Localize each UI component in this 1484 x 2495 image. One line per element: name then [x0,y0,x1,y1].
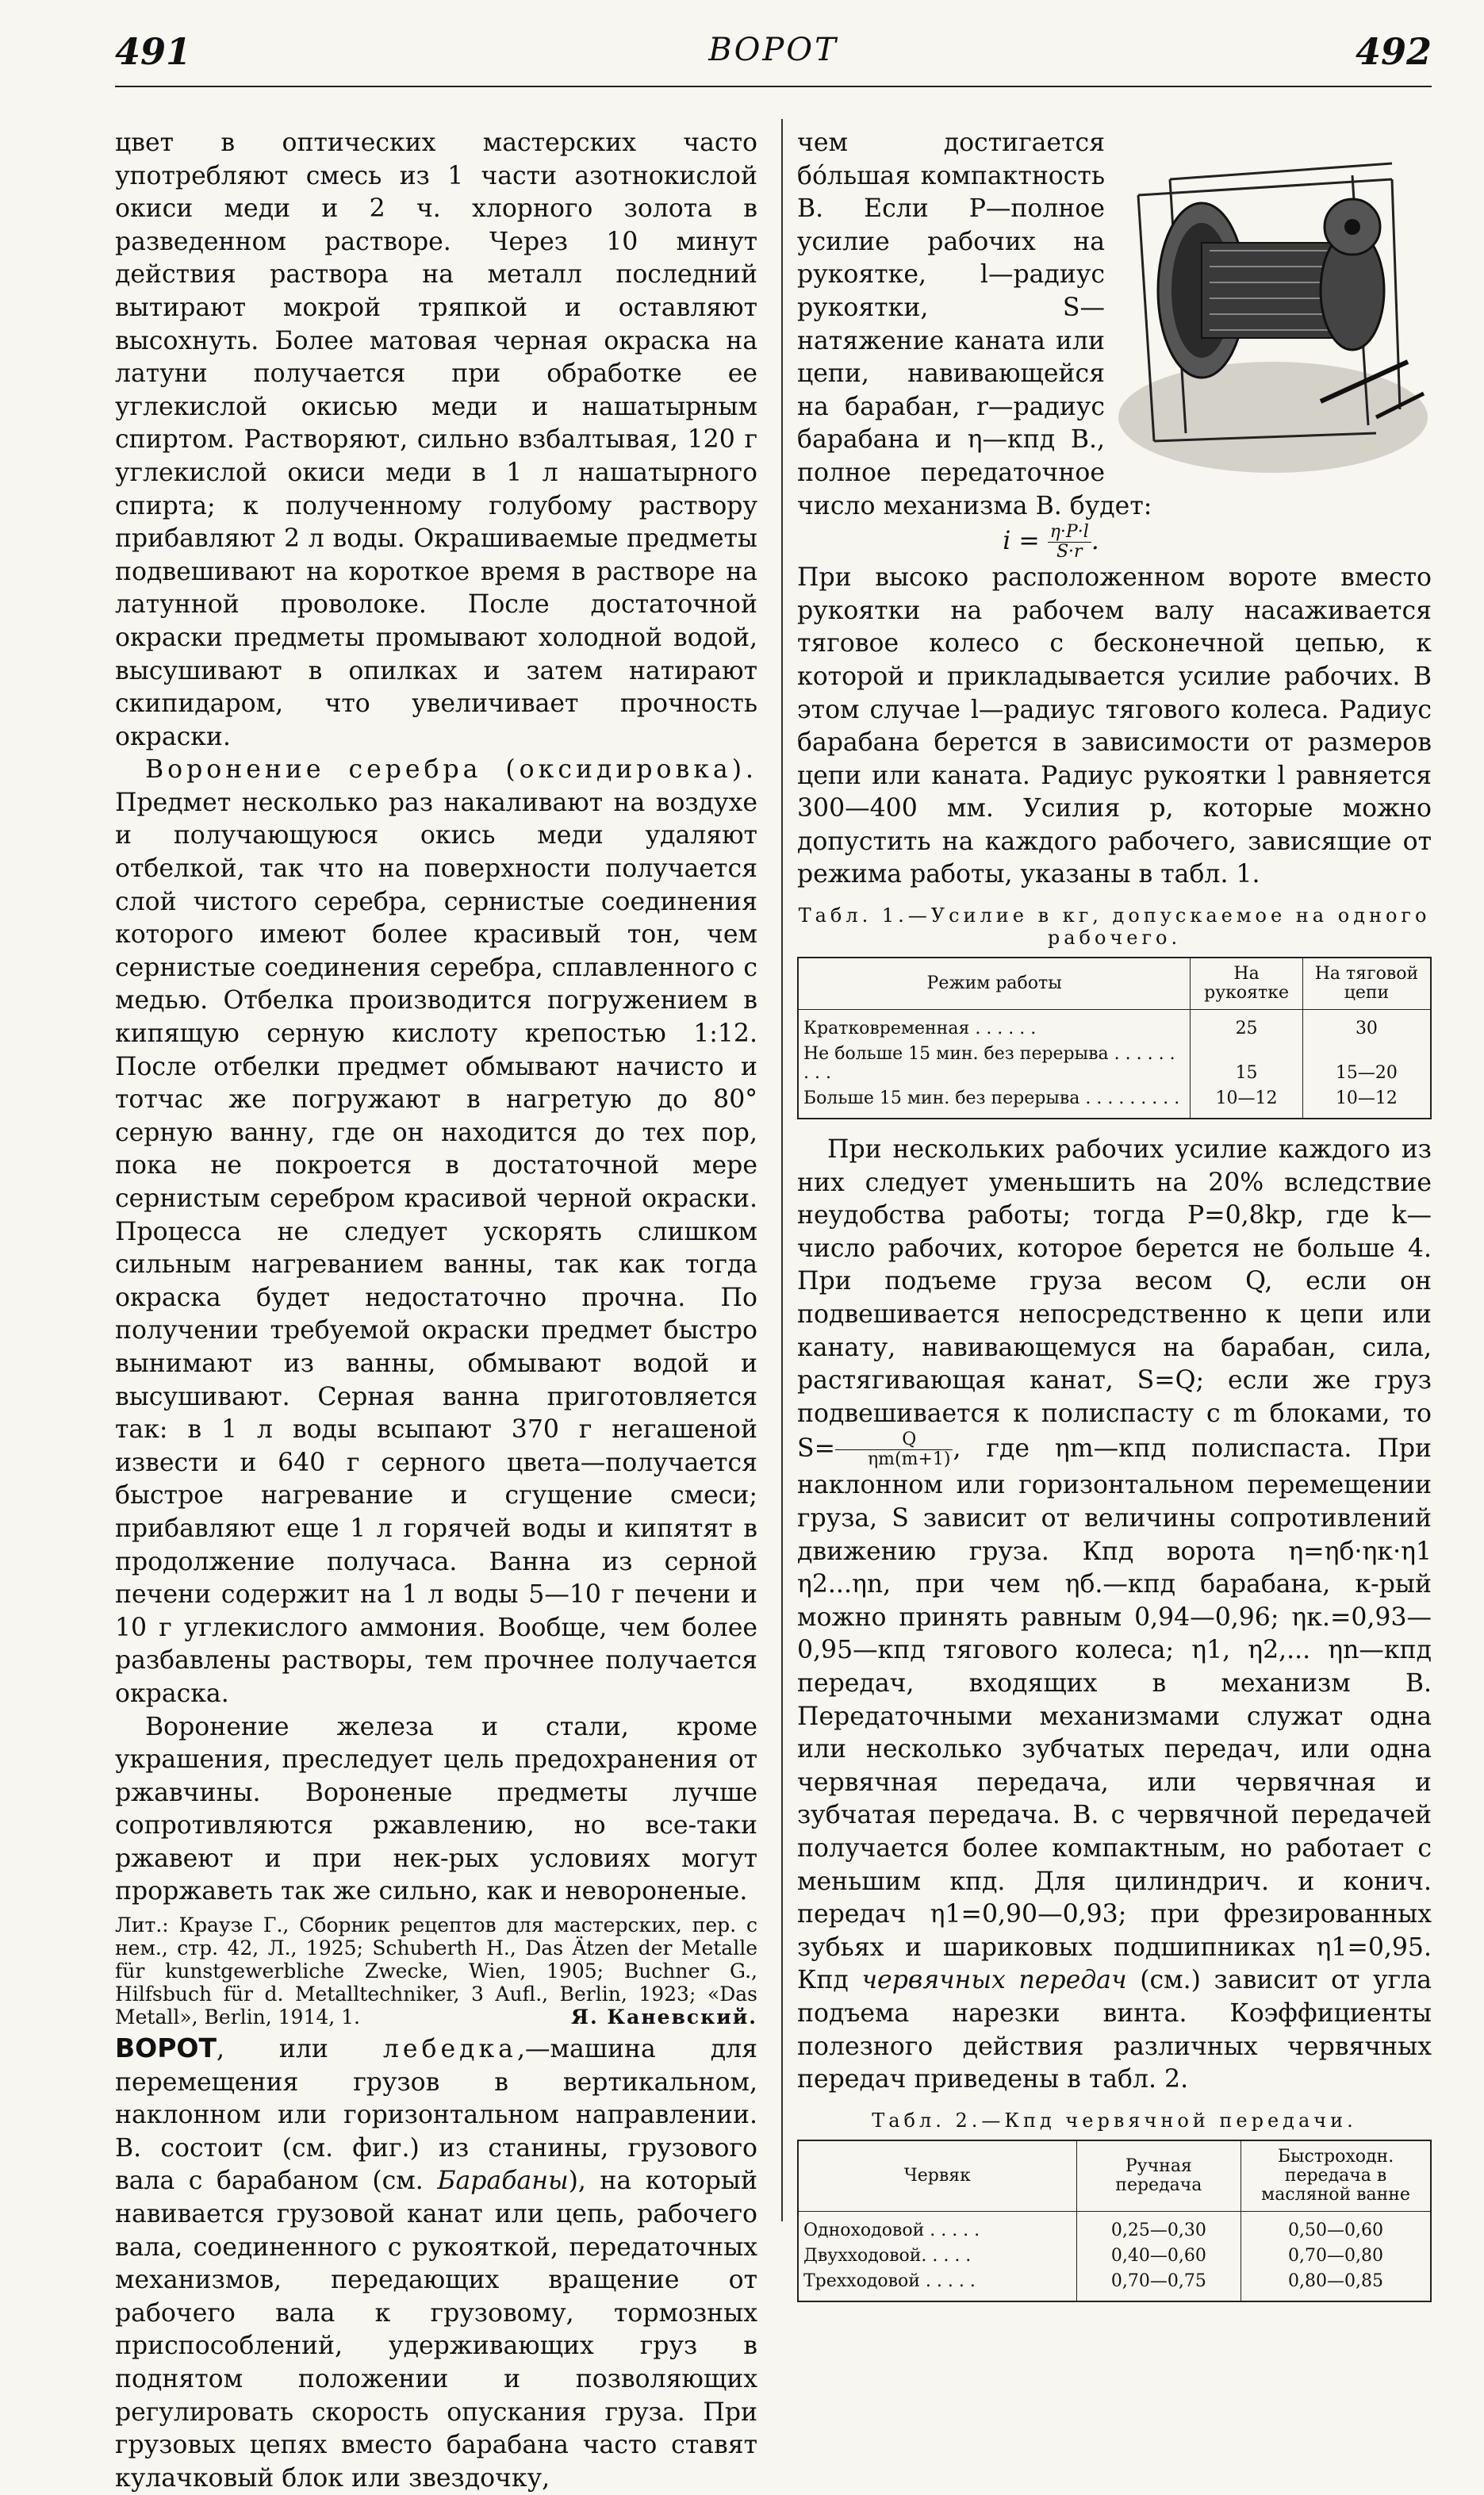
literature-references [115,1913,757,2029]
right-column [797,127,1432,2317]
paragraph-silver-bluing [115,754,757,1710]
heading-silver-bluing: Воронение серебра (оксидировка). [145,755,757,785]
page-header [115,30,1432,87]
page-number-right: 492 [1355,30,1432,73]
left-column [115,127,757,2495]
table2-header: Червяк [798,2140,1076,2212]
winch-illustration [1114,132,1432,477]
table-row: Больше 15 мин. без перерыва . . . . . . . . . 10—12 10—12 [798,1086,1431,1119]
table2-header: Ручная передача [1076,2140,1241,2212]
table-row: Одноходовой . . . . . 0,25—0,30 0,50—0,60 [798,2211,1431,2244]
entry-synonym: лебедка [382,2035,517,2064]
table-row: Двухходовой. . . . . 0,40—0,60 0,70—0,80 [798,2244,1431,2269]
formula-gear-ratio: i = $\frac{\eta\cdot P\cdot l}{S\cdot r}$ . [1003,522,1099,562]
table1-header: На рукоятке [1191,958,1303,1010]
formula-numerator: η·P·l [1048,523,1091,543]
table-row: Трехходовой . . . . . 0,70—0,75 0,80—0,85 [798,2269,1431,2301]
entry-term-vorot: ВОРОТ [115,2032,217,2064]
author-signature: Я. Каневский. [570,2006,757,2029]
paragraph-copper-blackening: цвет в оптических мастерских часто употребляют смесь из 1 части азотнокислой окиси меди и 2 ч. хлорного золота в разведенном растворе. Через 10 минут действия раствора на металл последний вытирают мокрой тряпкой и оставляют высохнуть. Более матовая черная окраска на латуни получается при обработке ее углекислой окисью меди и нашатырным спиртом. Растворяют, сильно взбалтывая, 120 г углекислой окиси меди в 1 л нашатырного спирта; к полученному голубому раствору прибавляют 2 л воды. Окрашиваемые предметы подвешивают на короткое время в растворе на латунной проволоке. После достаточной окраски предметы промывают холодной водой, высушивают в опилках и затем натирают скипидаром, что увеличивает прочность окраски. [115,129,757,751]
paragraph-efficiency: При нескольких рабочих усилие каждого из них следует уменьшить на 20% вследствие неудобства работы; тогда P=0,8kp, где k—число рабочих, которое берется не больше 4. При подъеме груза весом Q, если он подвешивается непосредственно к цепи или канату, навивающемуся на барабан, сила, растягивающая канат, S=Q; если же груз подвешивается к полиспасту с m блоками, то S= $\frac{Q}{\eta m(m+1)}$ , где ηm—кпд полиспаста. При наклонном или горизонтальном перемещении груза, S зависит от величины сопротивлений движению груза. Кпд ворота η=ηб·ηк·η1 η2...ηn, при чем ηб.—кпд барабана, к-рый можно принять равным 0,94—0,96; ηк.=0,93—0,95—кпд тягового колеса; η1, η2,... ηn—кпд передач, входящих в механизм В. Передаточными механизмами служат одна или несколько зубчатых передач, или одна червячная передача, или червячная и зубчатая передача. В. с червячной передачей получается более компактным, но работает с меньшим кпд. Для цилиндрич. и конич. передач η1=0,90—0,93; при фрезированных зубьях и шариковых подшипниках η1=0,95. Кпд червячных передач (см.) зависит от угла подъема нарезки винта. Коэффициенты полезного действия различных червячных передач приведены в табл. 2. [797,1135,1432,2094]
paragraph-winch-ratio: чем достигается бо́льшая компактность В. Если P—полное усилие рабочих на рукоятке, l—радиус рукоятки, S—натяжение каната или цепи, навивающейся на барабан, r—радиус барабана и η—кпд В., полное передаточное число механизма В. будет: [797,129,1152,520]
running-title: ВОРОТ [708,32,838,68]
page-number-left: 491 [115,30,192,73]
winch-engraving-image [1114,132,1432,477]
silver-bluing-text: Предмет несколько раз накаливают на воздухе и получающуюся окись меди удаляют отбелкой, так что на поверхности получается слой чистого серебра, сернистые соединения которого имеют более красивый тон, чем сернистые соединения серебра, сплавленного с медью. Отбелка производится погружением в кипящую серную кислоту крепостью 1:12. После отбелки предмет обмывают начисто и тотчас же погружают в нагретую до 80° серную ванну, где он находится до тех пор, пока не покроется в достаточной мере сернистым серебром красивой черной окраски. Процесса не следует ускорять слишком сильным нагреванием ванны, так как тогда окраска будет недостаточно прочна. По получении требуемой окраски предмет быстро вынимают из ванны, обмывают водой и высушивают. Серная ванна приготовляется так: в 1 л воды всыпают 370 г негашеной извести и 640 г серного цвета—получается быстрое нагревание и сгущение смеси; прибавляют еще 1 л горячей воды и кипятят в продолжение получаса. Ванна из серной печени содержит на 1 л воды 5—10 г печени и 10 г углекислого аммония. Вообще, чем более разбавлены растворы, тем прочнее получается окраска. [115,788,757,1708]
cross-reference-worm-gears[interactable]: червячных передач [861,1966,1127,1995]
table-row: Не больше 15 мин. без перерыва . . . . . . . . . 15 15—20 [798,1042,1431,1086]
table-row: Кратковременная . . . . . . 25 30 [798,1010,1431,1042]
table-worm-gear-efficiency [797,2140,1432,2302]
table2-header: Быстроходн. передача в масляной ванне [1241,2140,1431,2212]
formula-denominator: S·r [1056,542,1083,562]
paragraph-traction-wheel: При высоко расположенном вороте вместо рукоятки на рабочем валу насаживается тяговое колесо с бесконечной цепью, к которой и прикладывается усилие рабочих. В этом случае l—радиус тягового колеса. Радиус барабана берется в зависимости от размеров цепи или каната. Радиус рукоятки l равняется 300—400 мм. Усилия p, которые можно допустить на каждого рабочего, зависящие от режима работы, указаны в табл. 1. [797,563,1432,889]
column-divider [781,119,783,2221]
table1-caption: Табл. 1.—Усилие в кг, допускаемое на одного рабочего. [798,904,1431,950]
table2-caption: Табл. 2.—Кпд червячной передачи. [872,2109,1357,2132]
table-effort-per-worker [797,957,1432,1119]
literature-text: Лит.: Краузе Г., Сборник рецептов для мастерских, пер. с нем., стр. 42, Л., 1925; Schuberth H., Das Ätzen der Metalle für kunstgewerbliche Zwecke, Wien, 1905; Buchner G., Hilfsbuch für d. Metalltechniker, 3 Aufl., Berlin, 1923; «Das Metall», Berlin, 1914, 1. [115,1913,757,2029]
table1-header: На тяговой цепи [1302,958,1431,1010]
article-vorot-start: ВОРОТ, или лебедка,—машина для перемещения грузов в вертикальном, наклонном или горизонтальном направлении. В. состоит (см. фиг.) из станины, грузового вала с барабаном (см. Барабаны), на который навивается грузовой канат или цепь, рабочего вала, соединенного с рукояткой, передаточных механизмов, передающих вращение от рабочего вала к грузовому, тормозных приспособлений, удерживающих груз в поднятом положении и позволяющих регулировать скорость опускания груза. При грузовых цепях вместо барабана часто ставят кулачковый блок или звездочку, [115,2032,757,2493]
paragraph-steel-bluing: Воронение железа и стали, кроме украшения, преследует цель предохранения от ржавчины. Вороненые предметы лучше сопротивляются ржавлению, но все-таки ржавеют и при нек-рых условиях могут проржаветь так же сильно, как и невороненые. [115,1712,757,1906]
formula-polyspast: $\frac{Q}{\eta m(m+1)}$ [835,1430,953,1469]
cross-reference-barabany[interactable]: Барабаны [437,2167,569,2196]
table1-header: Режим работы [798,958,1191,1010]
